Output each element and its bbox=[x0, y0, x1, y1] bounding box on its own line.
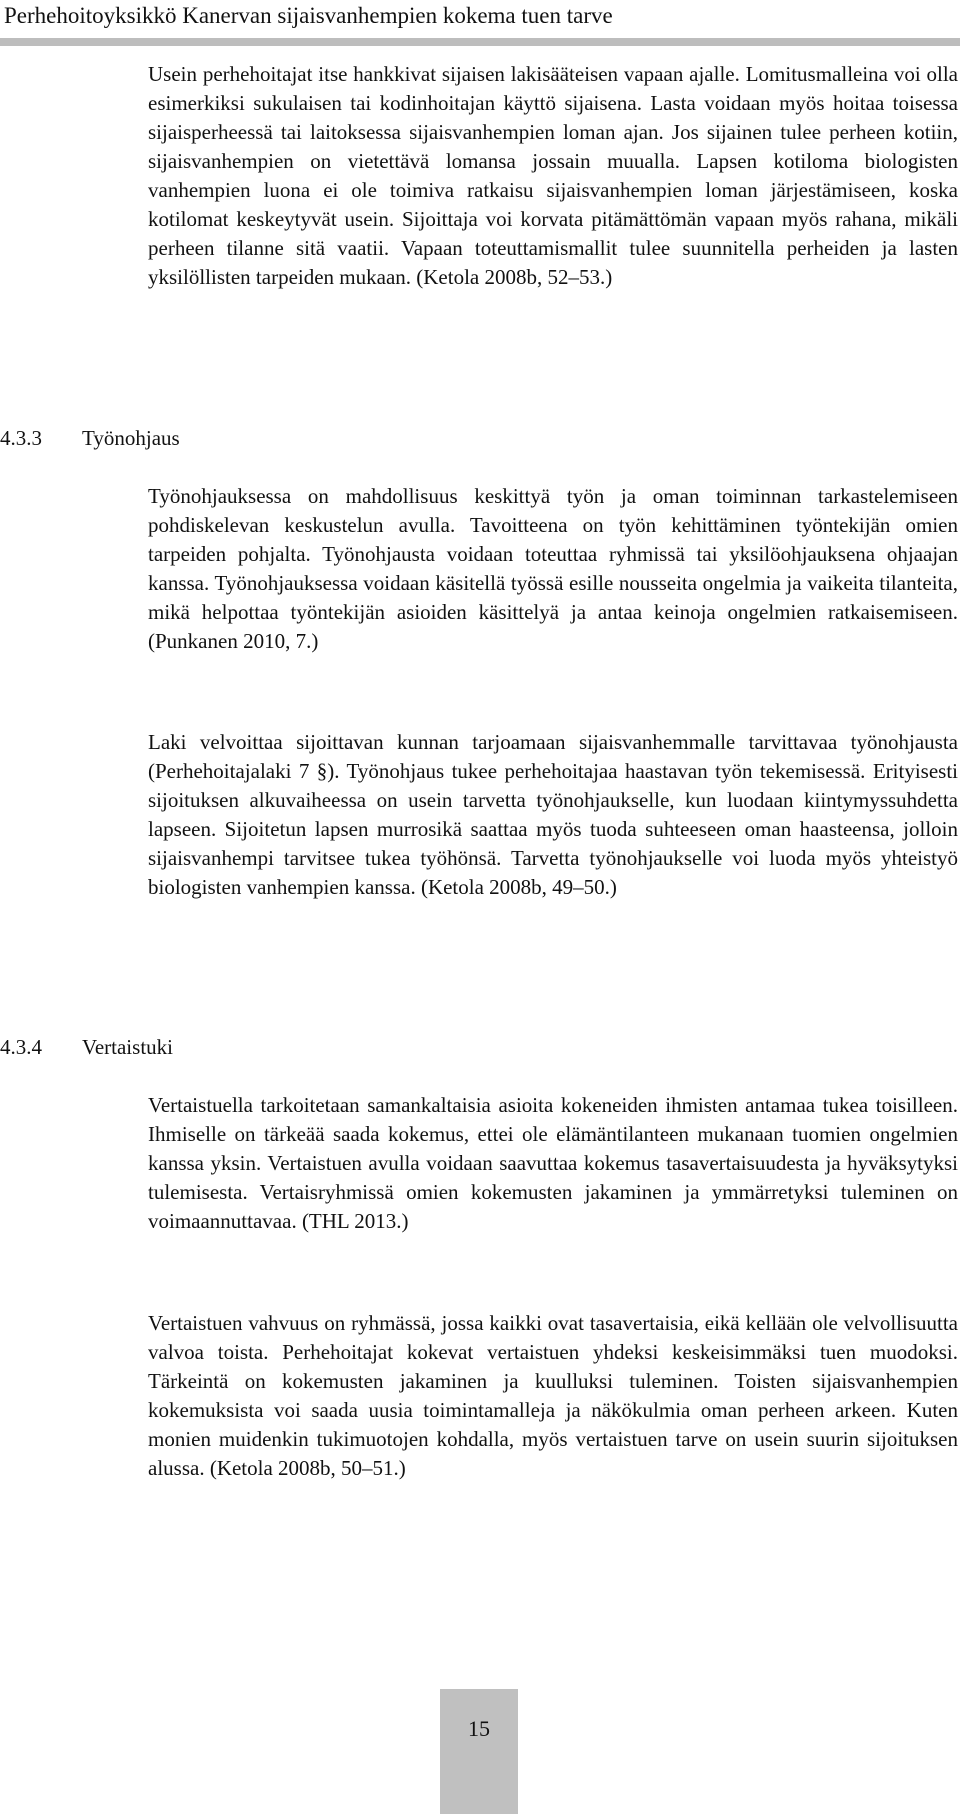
document-title: Perhehoitoyksikkö Kanervan sijaisvanhempien kokema tuen tarve bbox=[4, 3, 613, 28]
section-number: 4.3.3 bbox=[0, 426, 42, 450]
paragraph-vertaistuki-definition: Vertaistuella tarkoitetaan samankaltaisia asioita kokeneiden ihmisten antamaa tukea toisilleen. Ihmiselle on tärkeää saada kokemus, ettei ole elämäntilanteen mukanaan tuomien ongelmien kanssa yksin. Vertaistuen avulla voidaan saavuttaa kokemus tasavertaisuudesta ja hyväksytyksi tulemisesta. Vertaisryhmissä omien kokemusten jakaminen ja ymmärretyksi tuleminen on voimaannuttavaa. (THL 2013.) bbox=[148, 1093, 958, 1233]
paragraph-block-vertaistuki-1 bbox=[148, 1091, 958, 1236]
paragraph-block-top bbox=[148, 60, 958, 292]
paragraph-block-vertaistuki-2 bbox=[148, 1309, 958, 1483]
section-title: Vertaistuki bbox=[82, 1035, 173, 1059]
paragraph-tyonohjaus-law: Laki velvoittaa sijoittavan kunnan tarjoamaan sijaisvanhemmalle tarvittavaa työnohjausta (Perhehoitajalaki 7 §). Työnohjaus tukee perhehoitajaa haastavan työn tekemisessä. Erityisesti sijoituksen alkuvaiheessa on usein tarvetta työnohjaukselle, kun luodaan kiintymyssuhdetta lapseen. Sijoitetun lapsen murrosikä saattaa myös tuoda suhteeseen oman haasteensa, jolloin sijaisvanhempi tarvitsee tukea työhönsä. Tarvetta työnohjaukselle voi luoda myös yhteistyö biologisten vanhempien kanssa. (Ketola 2008b, 49–50.) bbox=[148, 730, 958, 899]
paragraph-block-tyonohjaus-1 bbox=[148, 482, 958, 656]
page-number: 15 bbox=[468, 1716, 490, 1741]
section-heading-tyonohjaus bbox=[0, 424, 180, 453]
section-number: 4.3.4 bbox=[0, 1035, 42, 1059]
paragraph-block-tyonohjaus-2 bbox=[148, 728, 958, 902]
page-number-box bbox=[440, 1689, 518, 1814]
section-heading-vertaistuki bbox=[0, 1033, 173, 1062]
header-rule bbox=[0, 38, 960, 46]
paragraph-vertaistuki-strength: Vertaistuen vahvuus on ryhmässä, jossa kaikki ovat tasavertaisia, eikä kellään ole velvollisuutta valvoa toista. Perhehoitajat kokevat vertaistuen yhdeksi keskeisimmäksi tuen muodoksi. Tärkeintä on kokemusten jakaminen ja kuulluksi tuleminen. Toisten sijaisvanhempien kokemuksista voi saada uusia toimintamalleja ja näkökulmia oman perheen arkeen. Kuten monien muidenkin tukimuotojen kohdalla, myös vertaistuen tarve on usein suurin sijoituksen alussa. (Ketola 2008b, 50–51.) bbox=[148, 1311, 958, 1480]
paragraph-tyonohjaus-definition: Työnohjauksessa on mahdollisuus keskittyä työn ja oman toiminnan tarkastelemiseen pohdiskelevan keskustelun avulla. Tavoitteena on työn kehittäminen työntekijän omien tarpeiden pohjalta. Työnohjausta voidaan toteuttaa ryhmissä tai yksilöohjauksena ohjaajan kanssa. Työnohjauksessa voidaan käsitellä työssä esille nousseita ongelmia ja vaikeita tilanteita, mikä helpottaa työntekijän asioiden käsittelyä ja antaa keinoja ongelmien ratkaisemiseen. (Punkanen 2010, 7.) bbox=[148, 484, 958, 653]
section-title: Työnohjaus bbox=[82, 426, 180, 450]
paragraph-vacation-arrangements: Usein perhehoitajat itse hankkivat sijaisen lakisääteisen vapaan ajalle. Lomitusmalleina voi olla esimerkiksi sukulaisen tai kodinhoitajan käyttö sijaisena. Lasta voidaan myös hoitaa toisessa sijaisperheessä tai laitoksessa sijaisvanhempien loman ajan. Jos sijainen tulee perheen kotiin, sijaisvanhempien on vietettävä lomansa jossain muualla. Lapsen kotiloma biologisten vanhempien luona ei ole toimiva ratkaisu sijaisvanhempien loman järjestämiseen, koska kotilomat keskeytyvät usein. Sijoittaja voi korvata pitämättömän vapaan myös rahana, mikäli perheen tilanne sitä vaatii. Vapaan toteuttamismallit tulee suunnitella perheiden ja lasten yksilöllisten tarpeiden mukaan. (Ketola 2008b, 52–53.) bbox=[148, 62, 958, 289]
